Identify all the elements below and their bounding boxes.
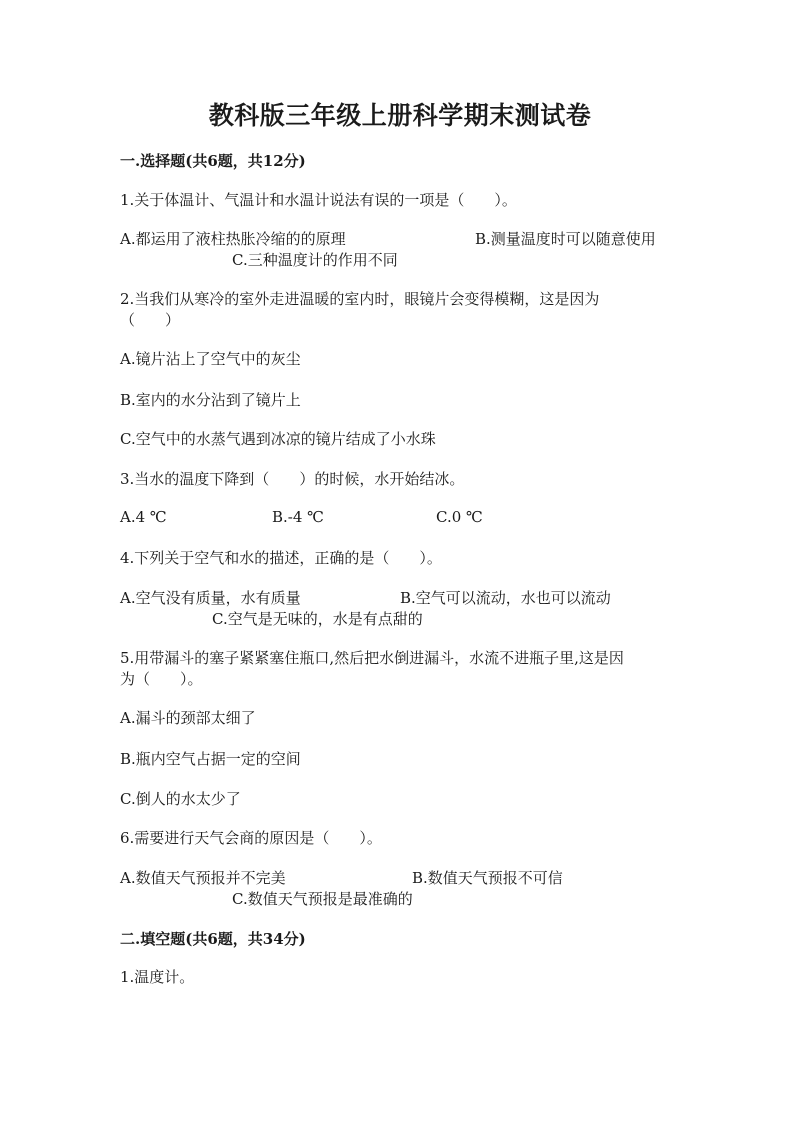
fill-question-1-stem: 1.温度计。 [120, 968, 195, 986]
question-3-option-a: A.4 ℃ [120, 508, 167, 526]
question-6-option-a: A.数值天气预报并不完美 [120, 869, 286, 887]
question-1-option-b: B.测量温度时可以随意使用 [475, 230, 656, 248]
question-6-option-c: C.数值天气预报是最准确的 [232, 890, 413, 908]
question-4-option-a: A.空气没有质量，水有质量 [120, 589, 301, 607]
question-4-option-b: B.空气可以流动，水也可以流动 [400, 589, 611, 607]
question-2-option-b: B.室内的水分沾到了镜片上 [120, 391, 301, 409]
question-5-stem-continued: 为（ ）。 [120, 670, 203, 688]
question-2-option-a: A.镜片沾上了空气中的灰尘 [120, 350, 301, 368]
question-3-option-c: C.0 ℃ [436, 508, 483, 526]
question-1-stem: 1.关于体温计、气温计和水温计说法有误的一项是（ ）。 [120, 191, 517, 209]
question-1-option-a: A.都运用了液柱热胀冷缩的的原理 [120, 230, 346, 248]
section-heading-choice: 一.选择题(共6题，共12分) [120, 152, 306, 170]
question-5-option-a: A.漏斗的颈部太细了 [120, 709, 256, 727]
question-2-option-c: C.空气中的水蒸气遇到冰凉的镜片结成了小水珠 [120, 430, 436, 448]
question-3-stem: 3.当水的温度下降到（ ）的时候，水开始结冰。 [120, 470, 465, 488]
question-4-stem: 4.下列关于空气和水的描述，正确的是（ ）。 [120, 549, 442, 567]
section-heading-fill-blank: 二.填空题(共6题，共34分) [120, 930, 306, 948]
question-5-option-c: C.倒人的水太少了 [120, 790, 241, 808]
question-2-stem: 2.当我们从寒冷的室外走进温暖的室内时，眼镜片会变得模糊，这是因为 [120, 290, 600, 308]
question-6-option-b: B.数值天气预报不可信 [412, 869, 563, 887]
question-4-option-c: C.空气是无味的，水是有点甜的 [212, 610, 423, 628]
question-3-option-b: B.-4 ℃ [272, 508, 324, 526]
question-2-stem-continued: （ ） [120, 311, 181, 329]
question-6-stem: 6.需要进行天气会商的原因是（ ）。 [120, 829, 382, 847]
page-title: 教科版三年级上册科学期末测试卷 [208, 101, 592, 130]
question-5-stem: 5.用带漏斗的塞子紧紧塞住瓶口,然后把水倒进漏斗，水流不进瓶子里,这是因 [120, 649, 624, 667]
question-5-option-b: B.瓶内空气占据一定的空间 [120, 750, 301, 768]
question-1-option-c: C.三种温度计的作用不同 [232, 251, 398, 269]
